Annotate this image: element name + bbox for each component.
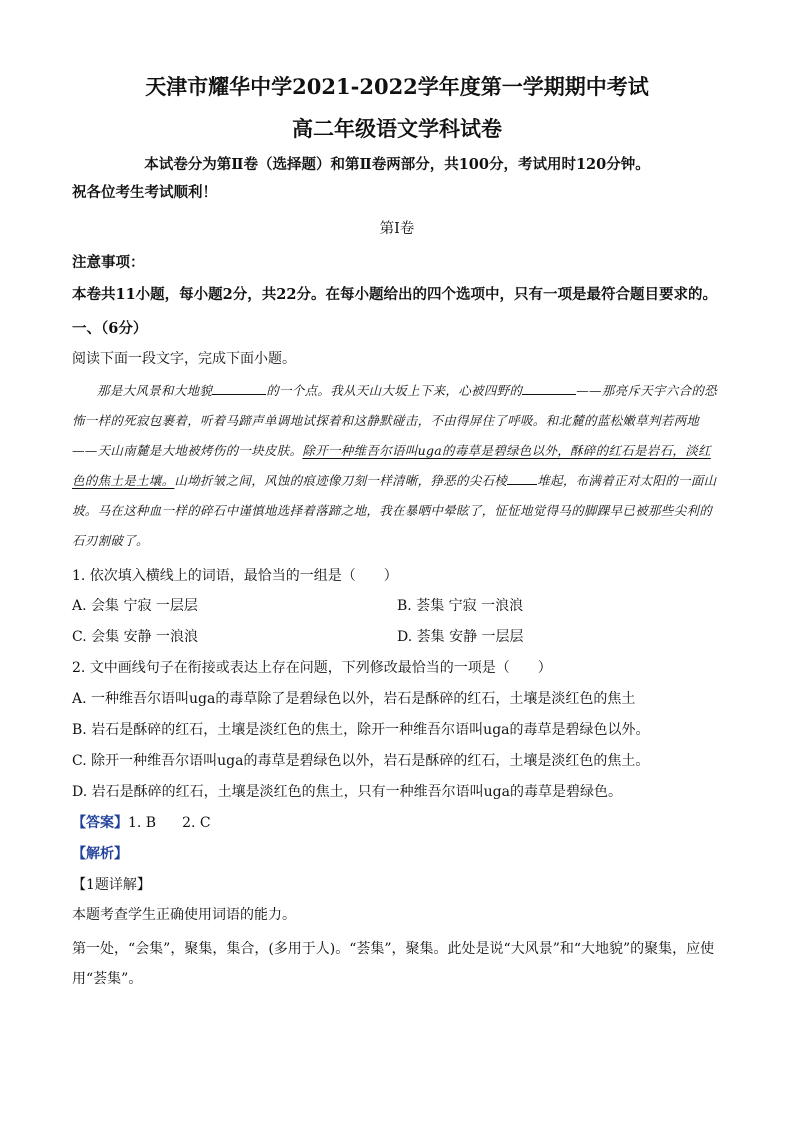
analysis-tag: 【解析】 (72, 846, 128, 862)
option-1c: C. 会集 安静 一浪浪 (72, 629, 199, 645)
option-2c: C. 除开一种维吾尔语叫uga的毒草是碧绿色以外，岩石是酥碎的红石，土壤是淡红色的焦土。 (72, 753, 650, 769)
answer-line (72, 812, 722, 834)
exam-wish: 祝各位考生考试顺利！ (72, 184, 217, 201)
option-2d: D. 岩石是酥碎的红石，土壤是淡红色的焦土，只有一种维吾尔语叫uga的毒草是碧绿色。 (72, 784, 622, 800)
question-2-stem: 2. 文中画线句子在衔接或表达上存在问题，下列修改最恰当的一项是（ ） (72, 660, 552, 676)
reading-passage (72, 376, 722, 556)
analysis-line-1: 本题考查学生正确使用词语的能力。 (72, 907, 296, 923)
fill-blank-2 (522, 380, 576, 395)
option-1a: A. 会集 宁寂 一层层 (72, 598, 198, 614)
option-2b: B. 岩石是酥碎的红石，土壤是淡红色的焦土，除开一种维吾尔语叫uga的毒草是碧绿色以外。 (72, 722, 650, 738)
exam-title: 天津市耀华中学2021-2022学年度第一学期期中考试 (145, 74, 649, 99)
notice-text: 本卷共11小题，每小题2分，共22分。在每小题给出的四个选项中，只有一项是最符合题目要求的。 (72, 286, 717, 303)
analysis-line-2: 第一处，“会集”，聚集，集合，(多用于人)。“荟集”，聚集。此处是说“大风景”和“大地貌”的聚集，应使用“荟集”。 (72, 941, 715, 987)
passage-part: 那是大风景和大地貌 (97, 383, 213, 398)
question-1-options (72, 595, 722, 648)
exam-subtitle: 高二年级语文学科试卷 (292, 116, 502, 141)
detail-tag: 【1题详解】 (72, 877, 151, 893)
answer-2: 2. C (182, 815, 211, 831)
option-1d: D. 荟集 安静 一层层 (397, 629, 524, 645)
option-2a: A. 一种维吾尔语叫uga的毒草除了是碧绿色以外，岩石是酥碎的红石，土壤是淡红色的焦土 (72, 691, 636, 707)
section-heading: 一、（6分） (72, 320, 148, 337)
volume-heading: 第Ⅰ卷 (379, 221, 415, 237)
fill-blank-3 (507, 470, 537, 485)
exam-intro: 本试卷分为第Ⅱ卷（选择题）和第Ⅱ卷两部分，共100分，考试用时120分钟。 (144, 156, 650, 173)
underlined-sentence: 除开一种维吾尔语叫uga的毒草是碧绿色以外，酥碎的红石是岩石，淡红色的焦土是土壤。 (72, 443, 711, 488)
passage-part: 堆起，布满着正对太阳的一面山坡。马在这种血一样的碎石中谨慎地选择着落蹄之地，我在暴晒中晕眩了，怔怔地觉得马的脚踝早已被那些尖利的石刃割破了。 (72, 473, 717, 548)
passage-part: 的一个点。我从天山大坂上下来，心被四野的 (266, 383, 523, 398)
passage-part: 山坳折皱之间，风蚀的痕迹像刀刻一样清晰，狰恶的尖石棱 (174, 473, 508, 488)
section-instruction: 阅读下面一段文字，完成下面小题。 (72, 351, 296, 367)
exam-page (72, 72, 722, 994)
answer-1: 1. B (128, 815, 157, 831)
notice-heading: 注意事项： (72, 254, 145, 271)
option-1b: B. 荟集 宁寂 一浪浪 (397, 598, 524, 614)
fill-blank-1 (212, 380, 266, 395)
answer-tag: 【答案】 (72, 815, 128, 831)
passage-part: ——那亮斥天宇六合的恐怖一样的死寂包裹着，听着马蹄声单调地试探着和这静默碰击，不由得屏住了呼吸。和北麓的蓝松嫩草判若两地——天山南麓是大地被烤伤的一块皮肤。 (72, 383, 718, 458)
question-1-stem: 1. 依次填入横线上的词语，最恰当的一组是（ ） (72, 568, 398, 584)
